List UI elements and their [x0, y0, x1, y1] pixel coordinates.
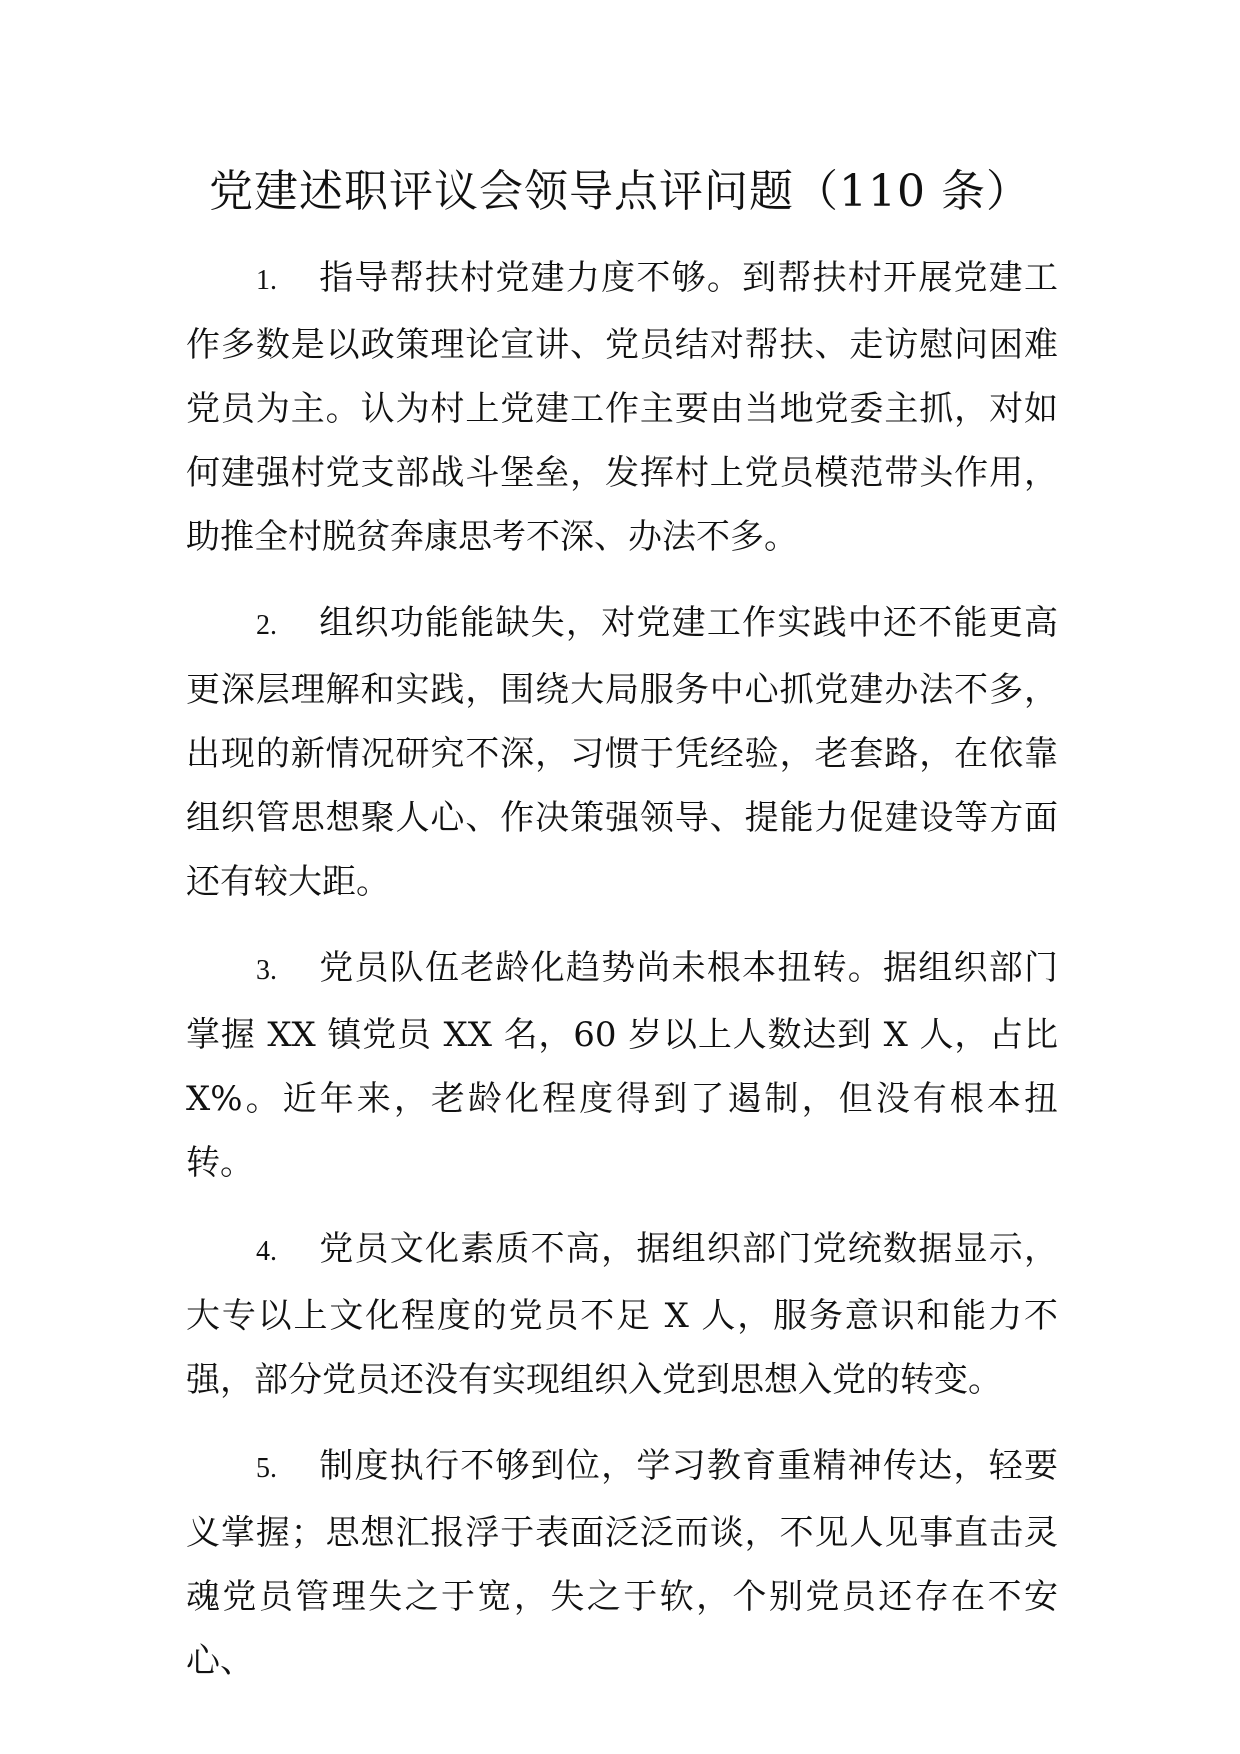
item-number: 4. [256, 1236, 277, 1267]
item-text: 组织功能能缺失，对党建工作实践中还不能更高更深层理解和实践，围绕大局服务中心抓党建办法不多，出现的新情况研究不深，习惯于凭经验，老套路，在依靠组织管思想聚人心、作决策强领导、提能力促建设等方面还有较大距。 [186, 603, 1058, 902]
list-item [186, 246, 1058, 569]
item-number: 1. [256, 265, 277, 296]
list-item [186, 1434, 1058, 1693]
list-item [186, 591, 1058, 914]
item-number: 3. [256, 955, 277, 986]
item-number: 5. [256, 1453, 277, 1484]
item-text: 制度执行不够到位，学习教育重精神传达，轻要义掌握；思想汇报浮于表面泛泛而谈，不见人见事直击灵魂党员管理失之于宽，失之于软，个别党员还存在不安心、 [186, 1446, 1058, 1681]
list-item [186, 1217, 1058, 1412]
item-text: 指导帮扶村党建力度不够。到帮扶村开展党建工作多数是以政策理论宣讲、党员结对帮扶、走访慰问困难党员为主。认为村上党建工作主要由当地党委主抓，对如何建强村党支部战斗堡垒，发挥村上党员模范带头作用，助推全村脱贫奔康思考不深、办法不多。 [186, 258, 1058, 557]
item-text: 党员队伍老龄化趋势尚未根本扭转。据组织部门掌握 XX 镇党员 XX 名，60 岁以上人数达到 X 人，占比 X%。近年来，老龄化程度得到了遏制，但没有根本扭转。 [186, 948, 1058, 1183]
item-text: 党员文化素质不高，据组织部门党统数据显示，大专以上文化程度的党员不足 X 人，服务意识和能力不强，部分党员还没有实现组织入党到思想入党的转变。 [186, 1229, 1058, 1400]
document-title: 党建述职评议会领导点评问题（110 条） [209, 166, 1031, 217]
document-body [186, 246, 1058, 1715]
list-item [186, 936, 1058, 1195]
item-number: 2. [256, 610, 277, 641]
